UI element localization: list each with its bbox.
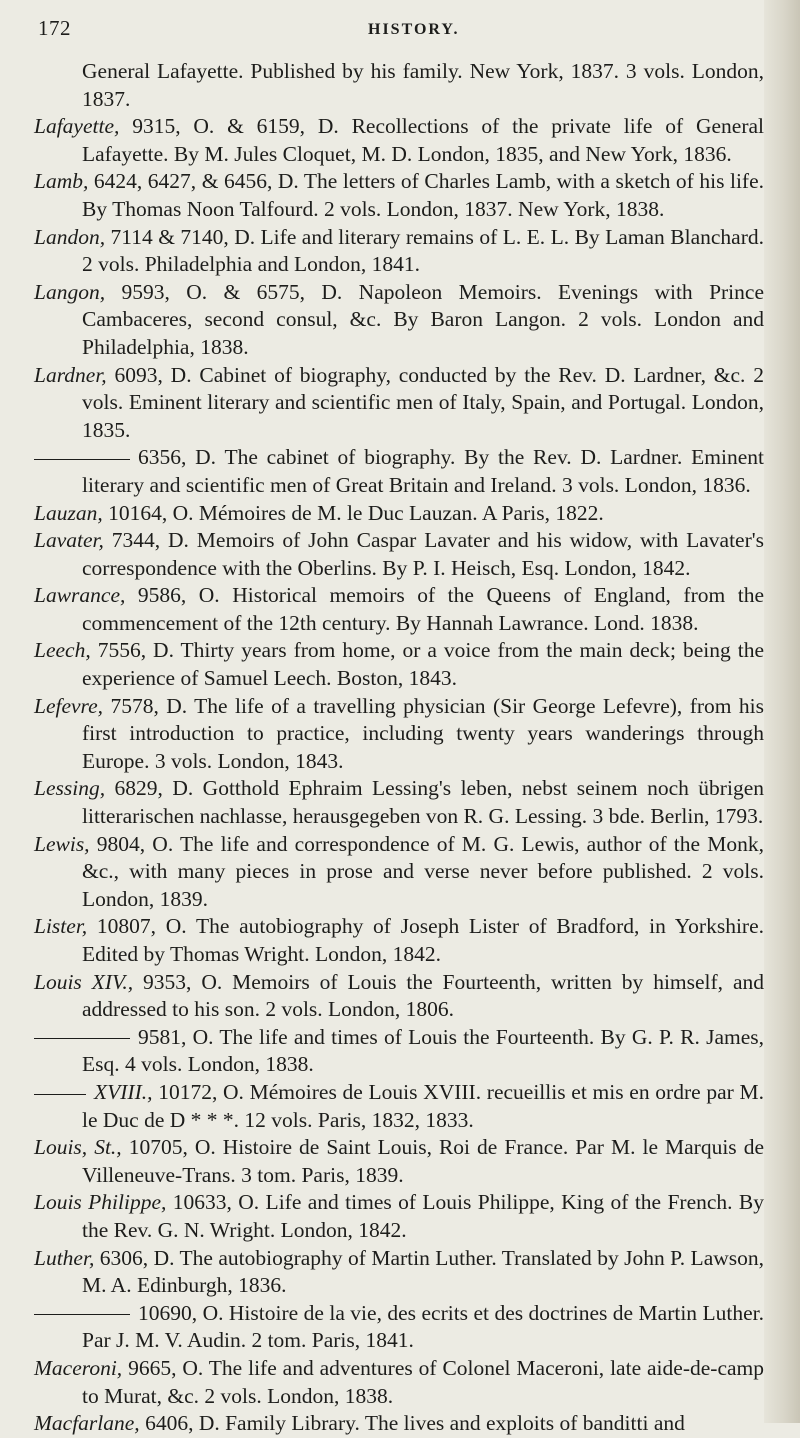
entry-text: 6829, D. Gotthold Ephraim Lessing's leben, nebst seinem noch übrigen litterarischen nachlasse, herausgegeben von R. G. Lessing. 3 bde. Berlin, 1793. (82, 776, 764, 829)
running-head: HISTORY. (368, 21, 460, 38)
bibliography-entry (34, 58, 764, 113)
bibliography-entry (34, 1300, 764, 1355)
bibliography-entry (34, 1079, 764, 1134)
ditto-dash (34, 1038, 130, 1039)
entry-text: 10172, O. Mémoires de Louis XVIII. recueillis et mis en ordre par M. le Duc de D * * *. 12 vols. Paris, 1832, 1833. (82, 1079, 764, 1132)
page-header (38, 12, 738, 46)
entry-author: Lessing, (34, 776, 106, 801)
entry-text: 9593, O. & 6575, D. Napoleon Memoirs. Evenings with Prince Cambaceres, second consul, &c. By Baron Langon. 2 vols. London and Philadelphia, 1838. (82, 279, 764, 359)
bibliography-entry (34, 1245, 764, 1300)
entry-author: Louis Philippe, (34, 1190, 167, 1215)
bibliography-entry (34, 168, 764, 223)
entry-author: Langon, (34, 279, 106, 304)
entry-text: 7344, D. Memoirs of John Caspar Lavater and his widow, with Lavater's correspondence with the Oberlins. By P. I. Heisch, Esq. London, 1842. (82, 528, 764, 580)
entry-text: 6406, D. Family Library. The lives and exploits of banditti and (139, 1411, 685, 1436)
entry-text: 7578, D. The life of a travelling physician (Sir George Lefevre), from his first introduction to practice, including twenty years wanderings through Europe. 3 vols. London, 1843. (82, 693, 764, 773)
entry-author: Lardner, (34, 362, 107, 387)
entry-author: Lister, (34, 914, 88, 939)
entry-author: Luther, (34, 1245, 95, 1270)
entry-text: 10690, O. Histoire de la vie, des ecrits et des doctrines de Martin Luther. Par J. M. V. Audin. 2 tom. Paris, 1841. (82, 1300, 764, 1353)
entry-text: 9353, O. Memoirs of Louis the Fourteenth, written by himself, and addressed to his son. 2 vols. London, 1806. (82, 969, 765, 1022)
bibliography-entry (34, 1355, 764, 1410)
entry-text: 10633, O. Life and times of Louis Philippe, King of the French. By the Rev. G. N. Wright. London, 1842. (82, 1190, 764, 1242)
entry-text: 6356, D. The cabinet of biography. By the Rev. D. Lardner. Eminent literary and scientific men of Great Britain and Ireland. 3 vols. London, 1836. (82, 445, 764, 497)
entry-author: Lavater, (34, 528, 104, 553)
entry-text: General Lafayette. Published by his family. New York, 1837. 3 vols. London, 1837. (82, 59, 764, 111)
bibliography-entry (34, 969, 764, 1024)
entry-author: Leech, (34, 638, 91, 663)
entry-author: Lawrance, (34, 583, 126, 608)
entry-text: 7114 & 7140, D. Life and literary remains of L. E. L. By Laman Blanchard. 2 vols. Philadelphia and London, 1841. (82, 224, 764, 277)
bibliography-entry (34, 362, 764, 445)
entry-text: 10164, O. Mémoires de M. le Duc Lauzan. A Paris, 1822. (102, 500, 604, 525)
entry-author: Macfarlane, (34, 1411, 140, 1436)
entry-text: 6424, 6427, & 6456, D. The letters of Charles Lamb, with a sketch of his life. By Thomas Noon Talfourd. 2 vols. London, 1837. New York, 1838. (82, 169, 764, 221)
bibliography-entry (34, 582, 764, 637)
entry-author: Maceroni, (34, 1355, 123, 1380)
entry-text: 6093, D. Cabinet of biography, conducted by the Rev. D. Lardner, &c. 2 vols. Eminent literary and scientific men of Italy, Spain, and Portugal. London, 1835. (82, 362, 764, 442)
bibliography-entry (34, 693, 764, 776)
bibliography-entry (34, 527, 764, 582)
bibliography-entry (34, 831, 764, 914)
entry-author: Louis, St., (34, 1135, 122, 1160)
ditto-dash (34, 1314, 130, 1315)
entry-author: Lefevre, (34, 693, 104, 718)
entry-text: 9315, O. & 6159, D. Recollections of the private life of General Lafayette. By M. Jules Cloquet, M. D. London, 1835, and New York, 1836. (82, 114, 764, 166)
entry-text: 10705, O. Histoire de Saint Louis, Roi de France. Par M. le Marquis de Villeneuve-Trans. 3 tom. Paris, 1839. (82, 1135, 764, 1187)
page-number: 172 (38, 16, 71, 40)
entry-author: Lauzan, (34, 500, 103, 525)
entry-text: 6306, D. The autobiography of Martin Luther. Translated by John P. Lawson, M. A. Edinburgh, 1836. (82, 1245, 764, 1298)
ditto-dash (34, 459, 130, 460)
bibliography-entry (34, 1024, 764, 1079)
entry-author: XVIII., (94, 1079, 153, 1104)
bibliography-entry (34, 444, 764, 499)
page-edge-shadow (764, 0, 800, 1423)
entry-text: 9581, O. The life and times of Louis the Fourteenth. By G. P. R. James, Esq. 4 vols. London, 1838. (82, 1024, 764, 1077)
bibliography-entry (34, 775, 764, 830)
entry-text: 9586, O. Historical memoirs of the Queens of England, from the commencement of the 12th century. By Hannah Lawrance. Lond. 1838. (82, 583, 764, 635)
entry-author: Louis XIV., (34, 969, 134, 994)
ditto-dash (34, 1094, 86, 1095)
bibliography-entry (34, 279, 764, 362)
entry-author: Landon, (34, 224, 106, 249)
bibliography-entry (34, 1410, 764, 1438)
bibliography-entry (34, 1134, 764, 1189)
entry-text: 9665, O. The life and adventures of Colonel Maceroni, late aide-de-camp to Murat, &c. 2 vols. London, 1838. (82, 1355, 764, 1408)
bibliography-entry (34, 113, 764, 168)
bibliography-entry (34, 637, 764, 692)
bibliography-entries (34, 58, 764, 1438)
entry-text: 9804, O. The life and correspondence of M. G. Lewis, author of the Monk, &c., with many pieces in prose and verse never before published. 2 vols. London, 1839. (82, 831, 764, 911)
entry-text: 7556, D. Thirty years from home, or a voice from the main deck; being the experience of Samuel Leech. Boston, 1843. (82, 638, 764, 691)
entry-author: Lamb, (34, 169, 89, 194)
bibliography-entry (34, 1189, 764, 1244)
entry-text: 10807, O. The autobiography of Joseph Lister of Bradford, in Yorkshire. Edited by Thomas Wright. London, 1842. (82, 914, 764, 966)
bibliography-entry (34, 913, 764, 968)
entry-author: Lewis, (34, 831, 90, 856)
bibliography-entry (34, 224, 764, 279)
entry-author: Lafayette, (34, 114, 120, 139)
bibliography-entry (34, 500, 764, 528)
